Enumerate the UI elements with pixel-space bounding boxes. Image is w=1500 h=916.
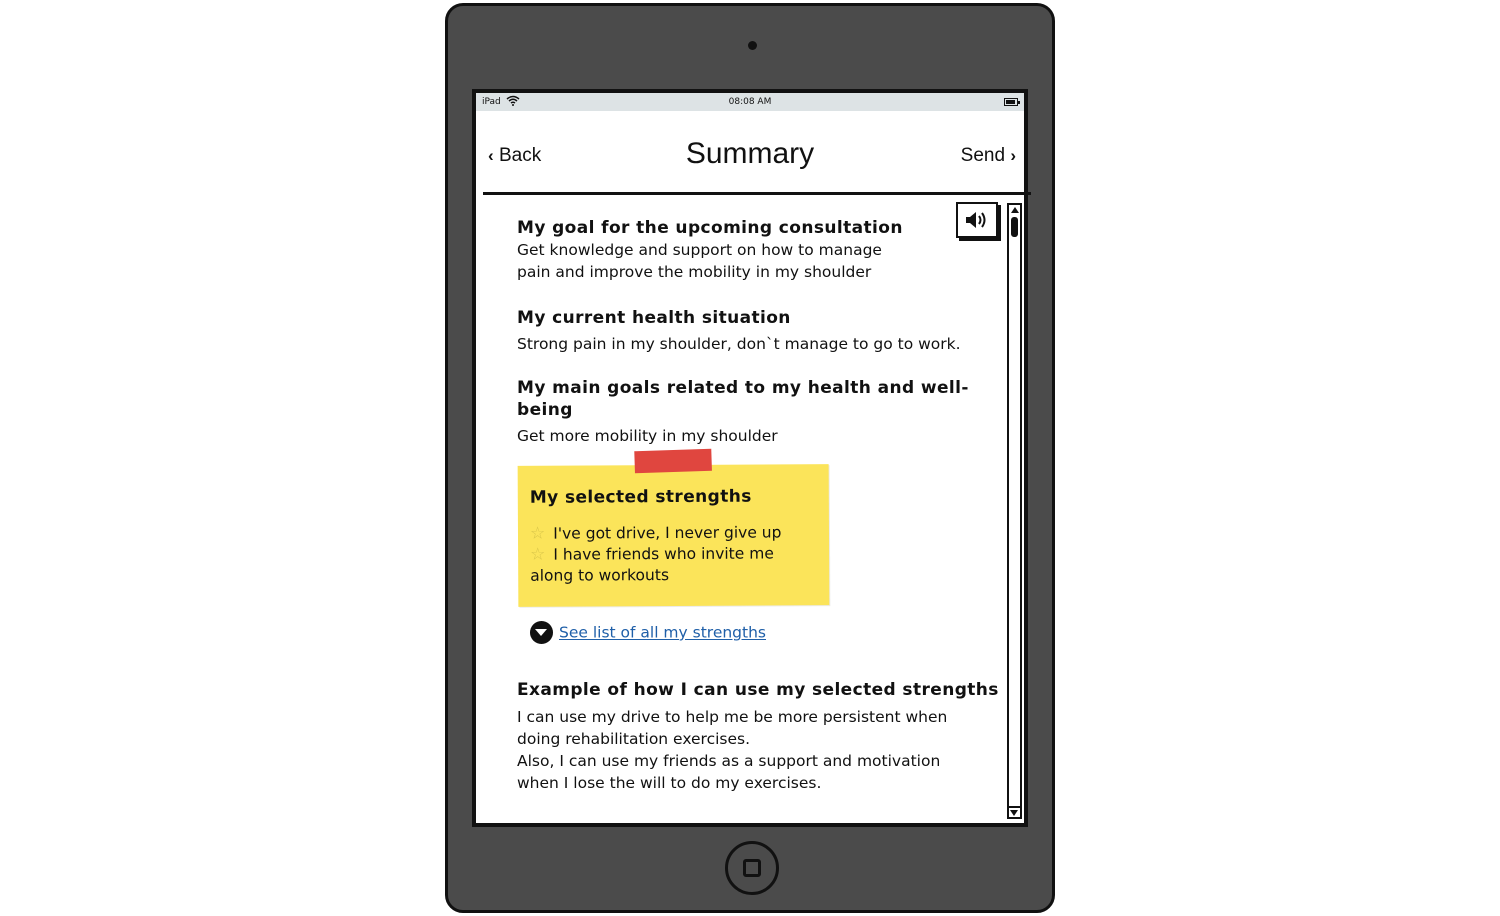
chevron-left-icon: ‹ [488, 146, 494, 165]
send-button[interactable] [961, 145, 1016, 167]
strength-item-continued: along to workouts [530, 566, 670, 585]
read-aloud-button[interactable] [956, 202, 998, 238]
navigation-bar [476, 111, 1024, 195]
goal-text-line2: pain and improve the mobility in my shoulder [517, 263, 872, 281]
status-bar [476, 93, 1024, 111]
strengths-list [530, 522, 820, 587]
strength-item: ☆ I have friends who invite me [530, 544, 774, 565]
camera-dot [748, 41, 757, 50]
example-text-line: Also, I can use my friends as a support and motivation [517, 752, 941, 770]
health-text: Strong pain in my shoulder, don`t manage to go to work. [517, 335, 961, 353]
see-all-strengths-link[interactable] [530, 621, 766, 644]
main-goals-heading: My main goals related to my health and well-being [517, 378, 969, 420]
example-text-line: when I lose the will to do my exercises. [517, 774, 822, 792]
star-icon: ☆ [529, 523, 546, 544]
chevron-right-icon: › [1010, 146, 1016, 165]
home-button[interactable] [725, 841, 779, 895]
goal-text-line1: Get knowledge and support on how to manage [517, 241, 882, 259]
example-heading: Example of how I can use my selected strengths [517, 680, 999, 700]
strengths-title: My selected strengths [529, 486, 752, 508]
main-goals-text: Get more mobility in my shoulder [517, 427, 778, 445]
goal-heading: My goal for the upcoming consultation [517, 218, 903, 238]
scroll-down-arrow-icon [1010, 810, 1018, 816]
vertical-scrollbar[interactable] [1007, 203, 1022, 819]
main-goals-section [517, 377, 1007, 447]
example-text-line: I can use my drive to help me be more persistent when [517, 708, 948, 726]
carrier-label: iPad [482, 97, 501, 107]
scroll-down-button[interactable] [1007, 806, 1022, 819]
status-time: 08:08 AM [728, 97, 772, 107]
summary-content [476, 197, 1024, 827]
example-section [517, 679, 1007, 794]
example-text-line: doing rehabilitation exercises. [517, 730, 751, 748]
battery-icon [1004, 98, 1018, 106]
strengths-sticky-note [518, 464, 830, 607]
goal-section [517, 217, 997, 283]
star-icon: ☆ [530, 544, 546, 565]
navbar-divider [483, 192, 1031, 195]
see-all-strengths-text[interactable]: See list of all my strengths [559, 623, 766, 642]
scroll-up-arrow-icon[interactable] [1011, 207, 1019, 213]
speaker-icon [964, 210, 990, 230]
health-section [517, 307, 997, 355]
scroll-thumb[interactable] [1011, 217, 1018, 237]
ipad-screen [472, 89, 1028, 827]
chevron-down-circle-icon [530, 621, 553, 644]
strength-item: ☆ I've got drive, I never give up [529, 523, 782, 544]
tape-decoration [634, 449, 712, 473]
page-title: Summary [685, 137, 815, 170]
back-label: Back [498, 145, 542, 166]
health-heading: My current health situation [517, 308, 791, 328]
send-label: Send [960, 145, 1006, 166]
